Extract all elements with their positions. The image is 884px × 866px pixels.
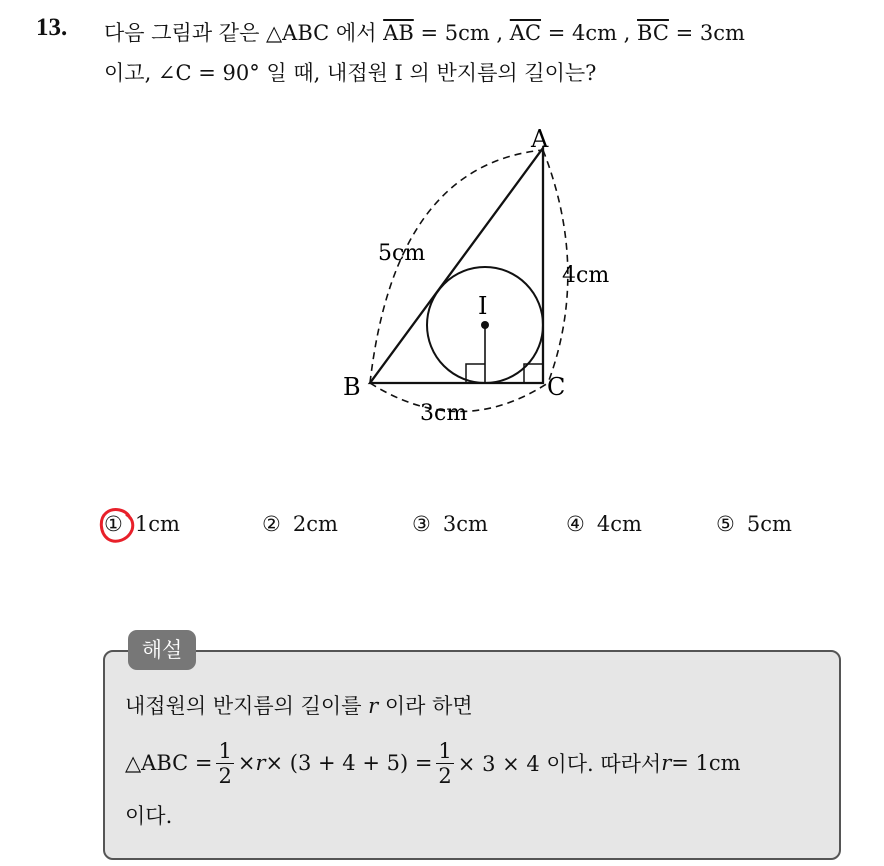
fraction-denominator: 2 xyxy=(438,763,452,788)
fraction-numerator: 1 xyxy=(218,738,232,763)
triangle-figure xyxy=(330,115,630,435)
side-label-bc: 3cm xyxy=(420,401,468,426)
fraction-numerator: 1 xyxy=(438,738,452,763)
explanation-tab: 해설 xyxy=(128,630,196,670)
side-label-ab: 5cm xyxy=(378,241,426,266)
segment-ab-value: = 5cm , xyxy=(413,21,510,45)
vertex-label-a: A xyxy=(531,125,549,153)
side-label-ac: 4cm xyxy=(562,263,610,288)
choice-number: ⑤ xyxy=(716,512,735,536)
fraction-half xyxy=(216,739,233,788)
variable-r: r xyxy=(255,751,266,775)
fraction-denominator: 2 xyxy=(218,763,232,788)
question-prefix: 다음 그림과 같은 △ABC 에서 xyxy=(104,21,384,45)
choice-1[interactable] xyxy=(104,512,180,536)
choice-4[interactable] xyxy=(566,512,642,536)
explanation-line2 xyxy=(125,733,741,793)
expl-text: × 3 × 4 이다. 따라서 xyxy=(457,752,662,776)
expl-text: △ABC = xyxy=(125,751,213,775)
question-text-line2: 이고, ∠C = 90° 일 때, 내접원 I 의 반지름의 길이는? xyxy=(104,61,597,85)
incenter-label-i: I xyxy=(478,292,488,320)
variable-r: r xyxy=(368,694,379,718)
choice-2[interactable] xyxy=(262,512,338,536)
answer-choices xyxy=(104,512,844,552)
choice-text: 5cm xyxy=(746,512,792,536)
choice-number: ④ xyxy=(566,512,585,536)
fraction-half xyxy=(436,739,453,788)
choice-text: 4cm xyxy=(596,512,642,536)
choice-text: 1cm xyxy=(134,512,180,536)
variable-r: r xyxy=(661,751,672,775)
question-text-line1 xyxy=(104,17,745,47)
expl-text: 내접원의 반지름의 길이를 xyxy=(125,694,369,718)
choice-number: ③ xyxy=(412,512,431,536)
segment-ac: $\overline{AC}$ xyxy=(509,21,542,45)
segment-ab: $\overline{AB}$ xyxy=(383,21,414,45)
expl-text: = 1cm xyxy=(671,751,741,775)
expl-text: × (3 + 4 + 5) = xyxy=(265,751,433,775)
right-angle-mark-c xyxy=(524,364,543,383)
segment-bc-value: = 3cm xyxy=(668,21,745,45)
vertex-label-b: B xyxy=(343,373,361,401)
selected-answer-mark-icon xyxy=(97,505,137,545)
choice-number: ② xyxy=(262,512,281,536)
choice-3[interactable] xyxy=(412,512,488,536)
choice-number: ① xyxy=(104,512,123,536)
choice-text: 2cm xyxy=(292,512,338,536)
expl-text: 이라 하면 xyxy=(378,694,473,718)
expl-text: × xyxy=(237,751,256,775)
explanation-line1 xyxy=(125,690,473,720)
vertex-label-c: C xyxy=(547,373,566,401)
explanation-line3: 이다. xyxy=(125,804,173,828)
question-number: 13. xyxy=(36,14,68,41)
segment-bc: $\overline{BC}$ xyxy=(637,21,669,45)
choice-text: 3cm xyxy=(442,512,488,536)
segment-ac-value: = 4cm , xyxy=(541,21,638,45)
choice-5[interactable] xyxy=(716,512,792,536)
